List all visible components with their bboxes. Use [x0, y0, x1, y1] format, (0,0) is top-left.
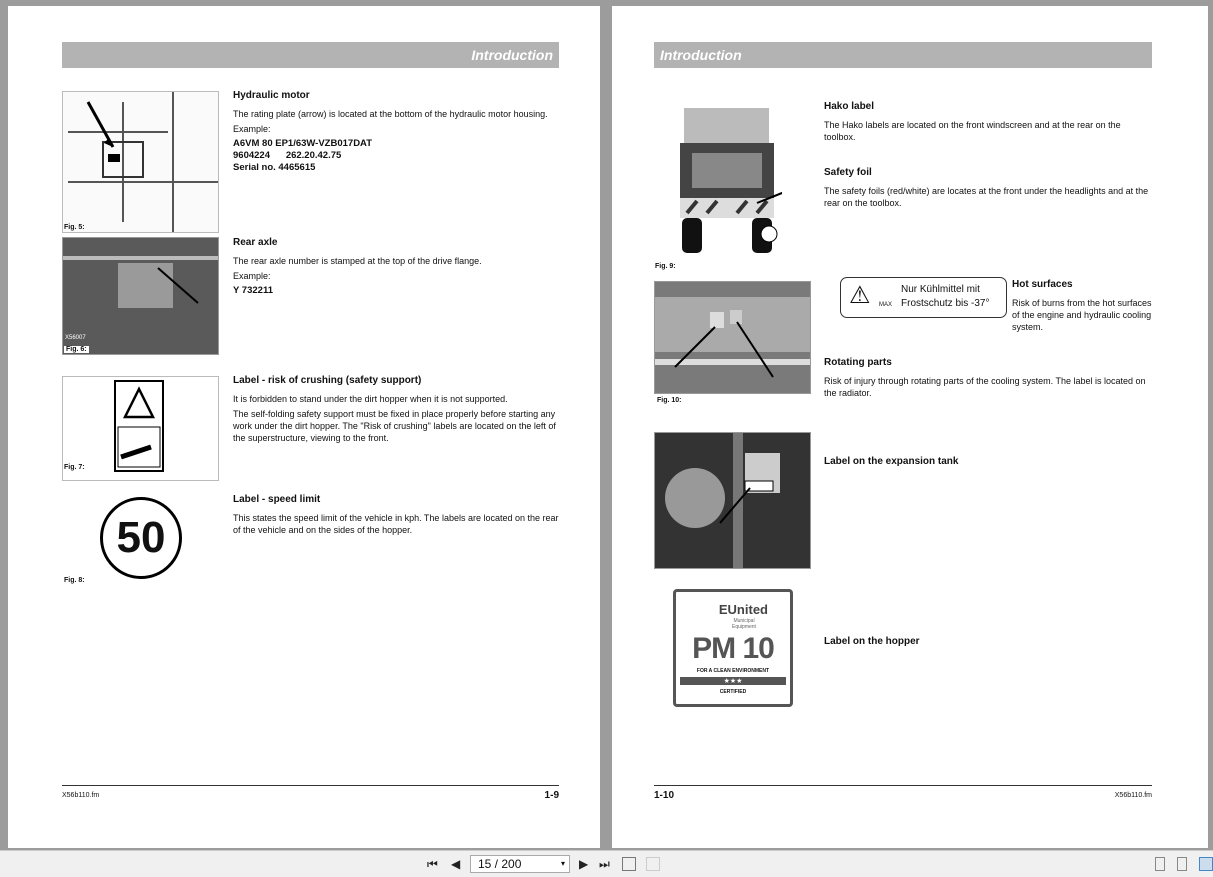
section-title: Rotating parts [824, 357, 892, 368]
figure-7-image [62, 376, 219, 481]
warning-icon: ⚠ [849, 282, 871, 309]
section-hopper-label [824, 636, 920, 654]
example-label: Example: [233, 124, 271, 134]
viewer-toolbar [0, 850, 1213, 877]
label-text [901, 283, 989, 311]
section-safety-foil [824, 167, 1154, 212]
fig-label: Fig. 5: [64, 224, 85, 231]
section-crushing-label [233, 375, 563, 447]
page-field-value: 15 / 200 [478, 857, 522, 871]
pm10-logo [673, 589, 793, 707]
chevron-down-icon[interactable]: ▾ [560, 859, 565, 868]
section-rotating-parts [824, 357, 1154, 402]
logo-brand: EUnited [718, 602, 768, 617]
logo-stars: ★★★ [680, 677, 786, 685]
section-speed-limit [233, 494, 563, 539]
single-page-view-icon[interactable] [1155, 857, 1165, 871]
figure-9-image [672, 98, 782, 258]
logo-sub: Municipal Equipment [732, 618, 756, 630]
section-title: Hydraulic motor [233, 90, 310, 101]
speed-limit-sign: 50 [100, 497, 182, 579]
continuous-view-icon[interactable] [1177, 857, 1187, 871]
example-label: Example: [233, 271, 271, 281]
fig-label: Fig. 10: [657, 397, 682, 404]
image-code: X56007 [65, 335, 86, 341]
figure-5-image [62, 91, 219, 233]
page-number: 1-10 [654, 790, 675, 801]
first-page-button[interactable]: ⏮ [427, 857, 438, 871]
section-title: Label - speed limit [233, 494, 321, 505]
expansion-tank-image [654, 432, 811, 569]
section-title: Label - risk of crushing (safety support) [233, 375, 422, 386]
section-rear-axle [233, 237, 563, 297]
fig-label: Fig. 9: [655, 263, 676, 270]
page-footer [654, 785, 1152, 799]
section-title: Label on the expansion tank [824, 456, 959, 467]
coolant-warning-label [840, 277, 1007, 318]
section-hako-label [824, 101, 1154, 146]
page-number-input[interactable] [470, 855, 570, 873]
section-text: The self-folding safety support must be fixed in place properly before starting any work under the dirt hopper. The "Risk of crushing" labels are located on the left of the superstructure, viewing to the front. [233, 409, 556, 443]
pdf-page-right [612, 6, 1208, 848]
logo-tag: FOR A CLEAN ENVIRONMENT [696, 668, 770, 674]
section-text: The safety foils (red/white) are locates at the front under the headlights and at the rear on the toolbox. [824, 186, 1149, 208]
page-footer [62, 785, 559, 799]
section-text: The rear axle number is stamped at the top of the drive flange. [233, 256, 482, 266]
section-title: Hako label [824, 101, 875, 112]
page-number: 1-9 [544, 790, 559, 801]
two-page-view-icon[interactable] [1199, 857, 1213, 871]
part-number-value: 9604224 262.20.42.75 [233, 150, 342, 161]
label-line: Frostschutz bis -37° [901, 298, 990, 309]
page-header: Introduction [654, 42, 1152, 68]
model-value: A6VM 80 EP1/63W-VZB017DAT [233, 138, 373, 149]
section-text: Risk of injury through rotating parts of the cooling system. The label is located on the radiator. [824, 376, 1146, 398]
section-expansion-tank [824, 456, 958, 474]
footer-filename: X56b110.fm [1114, 792, 1152, 799]
axle-number-value: Y 732211 [233, 285, 273, 296]
label-line: Nur Kühlmittel mit [901, 284, 980, 295]
section-hot-surfaces [1012, 279, 1157, 336]
section-hydraulic-motor [233, 90, 563, 174]
next-page-button[interactable]: ▶ [579, 857, 589, 871]
serial-value: Serial no. 4465615 [233, 162, 316, 173]
figure-10-image [654, 281, 811, 394]
section-text: The rating plate (arrow) is located at the bottom of the hydraulic motor housing. [233, 109, 548, 119]
go-forward-view-icon [646, 857, 660, 871]
section-text: This states the speed limit of the vehicle in kph. The labels are located on the rear of the vehicle and on the sides of the hopper. [233, 513, 559, 535]
last-page-button[interactable]: ⏭ [599, 857, 610, 871]
fig-label: Fig. 6: [66, 346, 87, 353]
footer-filename: X56b110.fm [62, 792, 100, 799]
figure-6-image [62, 237, 219, 355]
section-title: Label on the hopper [824, 636, 920, 647]
go-back-view-icon[interactable] [622, 857, 636, 871]
logo-cert: CERTIFIED [719, 689, 747, 695]
section-title: Hot surfaces [1012, 279, 1073, 290]
section-title: Rear axle [233, 237, 278, 248]
section-text: Risk of burns from the hot surfaces of the engine and hydraulic cooling system. [1012, 298, 1152, 332]
max-mark: MAX [879, 302, 893, 308]
section-title: Safety foil [824, 167, 872, 178]
logo-pm: PM 10 [692, 632, 774, 665]
page-header: Introduction [62, 42, 559, 68]
fig-label: Fig. 7: [64, 464, 85, 471]
section-text: The Hako labels are located on the front windscreen and at the rear on the toolbox. [824, 120, 1121, 142]
previous-page-button[interactable]: ◀ [451, 857, 461, 871]
pdf-page-left [8, 6, 600, 848]
section-text: It is forbidden to stand under the dirt hopper when it is not supported. [233, 394, 508, 404]
fig-label: Fig. 8: [64, 577, 85, 584]
